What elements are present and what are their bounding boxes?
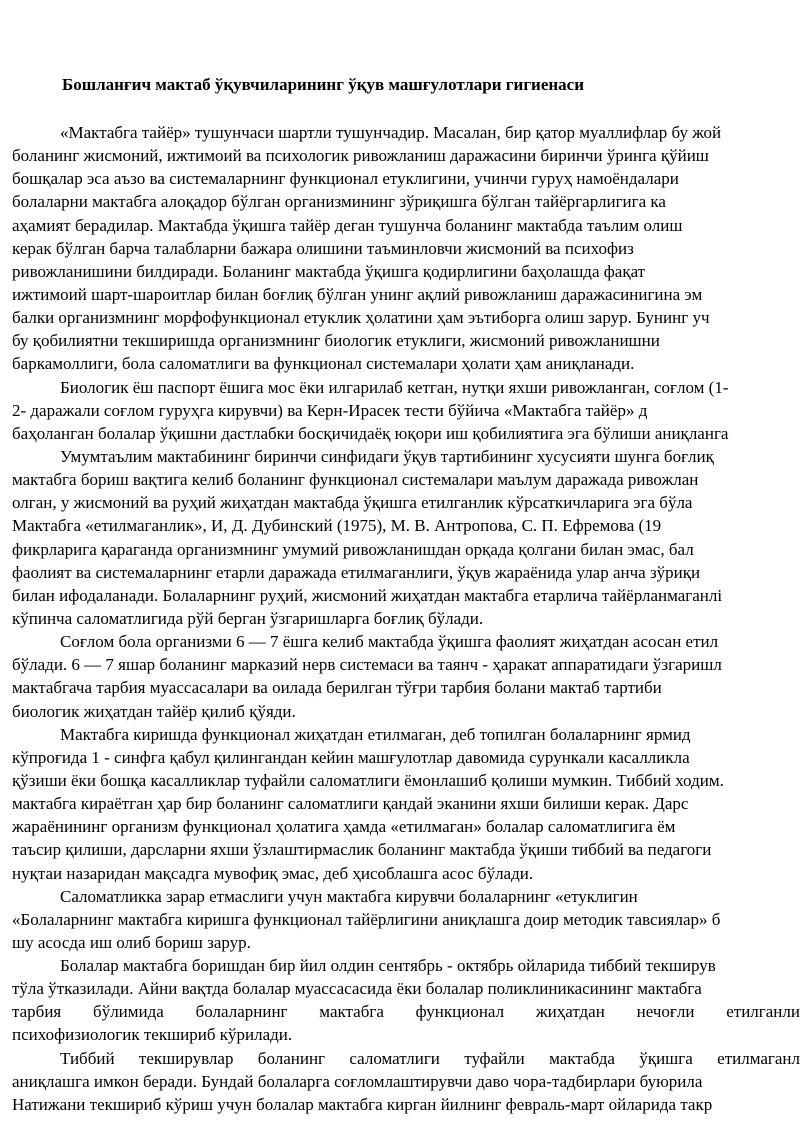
text-line: мактабга бориш вақтига келиб боланинг функционал системалари маълум даражада ривожлан <box>12 470 699 490</box>
text-line: тўла ўтказилади. Айни вақтда болалар муассасасида ёки болалар поликлиникасининг мактабга <box>12 979 702 999</box>
text-line: биологик жиҳатдан тайёр қилиб қўяди. <box>12 701 296 721</box>
text-line: мактабгача тарбия муассасалари ва оилада берилган тўғри тарбия болани мактаб тартиби <box>12 678 662 698</box>
text-line: 2- даражали соғлом гуруҳга кирувчи) ва Керн-Ирасек тести бўйича «Мактабга тайёр» д <box>12 400 648 420</box>
text-line: болаларни мактабга алоқадор бўлган организмининг зўриқишга бўлган тайёргарлигига ка <box>12 192 666 212</box>
text-line: баҳоланган болалар ўқишни дастлабки босқичидаёқ юқори иш қобилиятига эга бўлиши аниқланга <box>12 423 729 443</box>
text-line: бўлади. 6 — 7 яшар боланинг марказий нерв системаси ва таянч - ҳаракат аппаратидаги ўзгаришл <box>12 655 722 675</box>
text-line: таъсир қилиши, дарсларни яхши ўзлаштирмаслик боланинг мактабда ўқиши тиббий ва педагоги <box>12 840 712 860</box>
text-line: психофизиологик текшириб кўрилади. <box>12 1025 293 1045</box>
text-line: баркамоллиги, бола саломатлиги ва функционал системалари ҳолати ҳам аниқланади. <box>12 354 635 374</box>
text-line: нуқтаи назаридан мақсадга мувофиқ эмас, деб ҳисоблашга асос бўлади. <box>12 863 534 883</box>
paragraph-first-line: Умумтаълим мактабининг биринчи синфидаги ўқув тартибининг хусусияти шунга боғлиқ <box>60 446 714 466</box>
page-title: Бошланғич мактаб ўқувчиларининг ўқув машғулотлари гигиенаси <box>62 75 585 94</box>
text-line: тарбия бўлимида болаларнинг мактабга функционал жиҳатдан нечоғли етилганли <box>12 1002 800 1022</box>
text-line: билан ифодаланади. Болаларнинг руҳий, жисмоний жиҳатдан мактабга етарлича тайёрланмаганлі <box>12 585 723 605</box>
text-line: «Болаларнинг мактабга киришга функционал тайёрлигини аниқлашга доир методик тавсиялар» б <box>12 909 721 929</box>
text-line: балки организмнинг морфофункционал етуклик ҳолатини ҳам эътиборга олиш зарур. Бунинг уч <box>12 308 710 328</box>
text-line: кўпроғида 1 - синфга қабул қилингандан кейин машғулотлар давомида сурункали касалликла <box>12 747 690 767</box>
paragraph-first-line: Саломатликка зарар етмаслиги учун мактабга кирувчи болаларнинг «етуклигин <box>60 886 638 906</box>
text-line: аниқлашга имкон беради. Бундай болаларга соғломлаштирувчи даво чора-тадбирлари буюрила <box>12 1071 703 1091</box>
text-line: фикрларига қараганда организмнинг умумий ривожланишдан орқада қолгани билан эмас, бал <box>12 539 694 559</box>
text-line: ижтимоий шарт-шароитлар билан боғлиқ бўлган унинг ақлий ривожланиш даражасинигина эм <box>12 284 703 304</box>
text-line: боланинг жисмоний, ижтимоий ва психологик ривожланиш даражасини биринчи ўринга қўйиш <box>12 146 709 166</box>
paragraph-first-line: Биологик ёш паспорт ёшига мос ёки илгарилаб кетган, нутқи яхши ривожланган, соғлом (1- <box>60 377 729 397</box>
text-line: шу асосда иш олиб бориш зарур. <box>12 932 251 952</box>
paragraph-first-line: Тиббий текширувлар боланинг саломатлиги туфайли мактабда ўқишга етилмаганл <box>60 1048 800 1068</box>
paragraph-first-line: Соғлом бола организми 6 — 7 ёшга келиб мактабда ўқишга фаолият жиҳатдан асосан етил <box>60 632 719 652</box>
text-line: керак бўлган барча талабларни бажара олишини таъминловчи жисмоний ва психофиз <box>12 238 634 258</box>
text-line: фаолият ва системаларнинг етарли даражада етилмаганлиги, ўқув жараёнида улар анча зўриқи <box>12 562 701 582</box>
paragraph-first-line: Мактабга киришда функционал жиҳатдан етилмаган, деб топилган болаларнинг ярмид <box>60 724 691 744</box>
text-line: Мактабга «етилмаганлик», И, Д. Дубинский (1975), М. В. Антропова, С. П. Ефремова (19 <box>12 516 662 536</box>
text-line: бу қобилиятни текширишда организмнинг биологик етуклиги, жисмоний ривожланишни <box>12 331 660 351</box>
paragraph-first-line: Болалар мактабга боришдан бир йил олдин сентябрь - октябрь ойларида тиббий текширув <box>60 956 716 976</box>
text-line: кўпинча саломатлигида рўй берган ўзгаришларга боғлиқ бўлади. <box>12 608 484 628</box>
text-line: аҳамият берадилар. Мактабда ўқишга тайёр деган тушунча боланинг мактабда таълим олиш <box>12 215 683 235</box>
text-line: олган, у жисмоний ва руҳий жиҳатдан мактабда ўқишга етилганлик кўрсаткичларига эга бўла <box>12 493 693 513</box>
text-line: мактабга кираётган ҳар бир боланинг саломатлиги қандай эканини яхши билиши керак. Дарс <box>12 794 689 814</box>
text-line: Натижани текшириб кўриш учун болалар мактабга кирган йилнинг февраль-март ойларида такр <box>12 1094 713 1114</box>
document-body <box>12 121 800 1116</box>
text-line: жараёнининг организм функционал ҳолатига ҳамда «етилмаган» болалар саломатлигига ём <box>12 817 676 837</box>
text-line: ривожланишини билдиради. Боланинг мактабда ўқишга қодирлигини баҳолашда фақат <box>12 261 646 281</box>
text-line: қўзиши ёки бошқа касалликлар туфайли саломатлиги ёмонлашиб қолиши мумкин. Тиббий ходим. <box>12 770 724 790</box>
text-line: бошқалар эса аъзо ва системаларнинг функционал етуклигини, учинчи гуруҳ намоёндалари <box>12 169 679 189</box>
paragraph-first-line: «Мактабга тайёр» тушунчаси шартли тушунчадир. Масалан, бир қатор муаллифлар бу жой <box>60 123 722 142</box>
